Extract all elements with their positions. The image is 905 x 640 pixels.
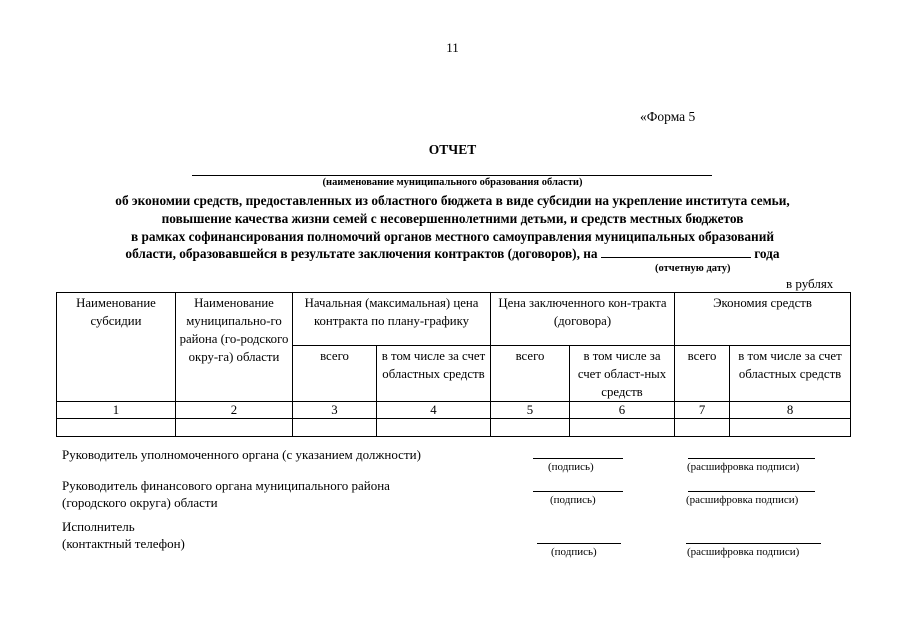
heading-line-1: об экономии средств, предоставленных из областного бюджета в виде субсидии на укрепление института семьи, [115,193,790,208]
signature-1-label: Руководитель уполномоченного органа (с указанием должности) [62,447,421,462]
signature-2-decode-caption: (расшифровка подписи) [686,494,799,506]
table-cell[interactable] [730,419,851,437]
signature-2-label-line-1: Руководитель финансового органа муниципального района [62,478,390,493]
column-number-8: 8 [730,402,851,419]
signature-3-decode-caption: (расшифровка подписи) [687,546,800,558]
page-number: 11 [446,40,459,55]
municipality-caption: (наименование муниципального образования области) [322,177,583,188]
header-subsidy-name: Наименование субсидии [57,293,176,402]
signature-1-sign-caption: (подпись) [548,461,594,473]
heading-year-word: года [754,246,780,261]
form-label: «Форма 5 [640,109,696,124]
signature-2-sign-line[interactable] [533,491,623,492]
signature-1-decode-caption: (расшифровка подписи) [687,461,800,473]
subheader-savings-regional: в том числе за счет областных средств [730,346,851,402]
signature-3-sign-line[interactable] [537,543,621,544]
municipality-name-line[interactable] [192,175,712,176]
column-number-3: 3 [293,402,377,419]
signature-3-decode-line[interactable] [686,543,821,544]
table-cell[interactable] [570,419,675,437]
report-table [56,292,851,437]
subheader-initial-regional: в том числе за счет областных средств [377,346,491,402]
table-cell[interactable] [176,419,293,437]
report-title: ОТЧЕТ [428,142,477,157]
signature-3-label-line-2: (контактный телефон) [62,536,185,551]
column-number-2: 2 [176,402,293,419]
heading-line-4-text: области, образовавшейся в результате заключения контрактов (договоров), на [125,246,598,261]
subheader-initial-total: всего [293,346,377,402]
heading-line-4 [0,246,905,262]
signature-1-sign-line[interactable] [533,458,623,459]
table-cell[interactable] [57,419,176,437]
header-initial-price: Начальная (максимальная) цена контракта по плану-графику [293,293,491,346]
subheader-contract-total: всего [491,346,570,402]
column-number-4: 4 [377,402,491,419]
header-district-name: Наименование муниципально-го района (го-родского окру-га) области [176,293,293,402]
column-number-1: 1 [57,402,176,419]
unit-label: в рублях [786,276,834,291]
table-row [57,419,851,437]
table-cell[interactable] [675,419,730,437]
table-cell[interactable] [293,419,377,437]
column-number-5: 5 [491,402,570,419]
header-savings: Экономия средств [675,293,851,346]
subheader-savings-total: всего [675,346,730,402]
signature-3-sign-caption: (подпись) [551,546,597,558]
table-cell[interactable] [377,419,491,437]
signature-2-label-line-2: (городского округа) области [62,495,218,510]
signature-2-sign-caption: (подпись) [550,494,596,506]
signature-1-decode-line[interactable] [688,458,815,459]
subheader-contract-regional: в том числе за счет област-ных средств [570,346,675,402]
table-cell[interactable] [491,419,570,437]
signature-3-label-line-1: Исполнитель [62,519,135,534]
column-number-6: 6 [570,402,675,419]
date-caption: (отчетную дату) [655,263,731,274]
heading-line-2: повышение качества жизни семей с несовершеннолетними детьми, и средств местных бюджетов [161,211,744,226]
signature-2-decode-line[interactable] [688,491,815,492]
column-number-7: 7 [675,402,730,419]
heading-line-3: в рамках софинансирования полномочий органов местного самоуправления муниципальных образований [130,229,775,244]
header-contract-price: Цена заключенного кон-тракта (договора) [491,293,675,346]
report-date-line[interactable] [601,246,751,258]
